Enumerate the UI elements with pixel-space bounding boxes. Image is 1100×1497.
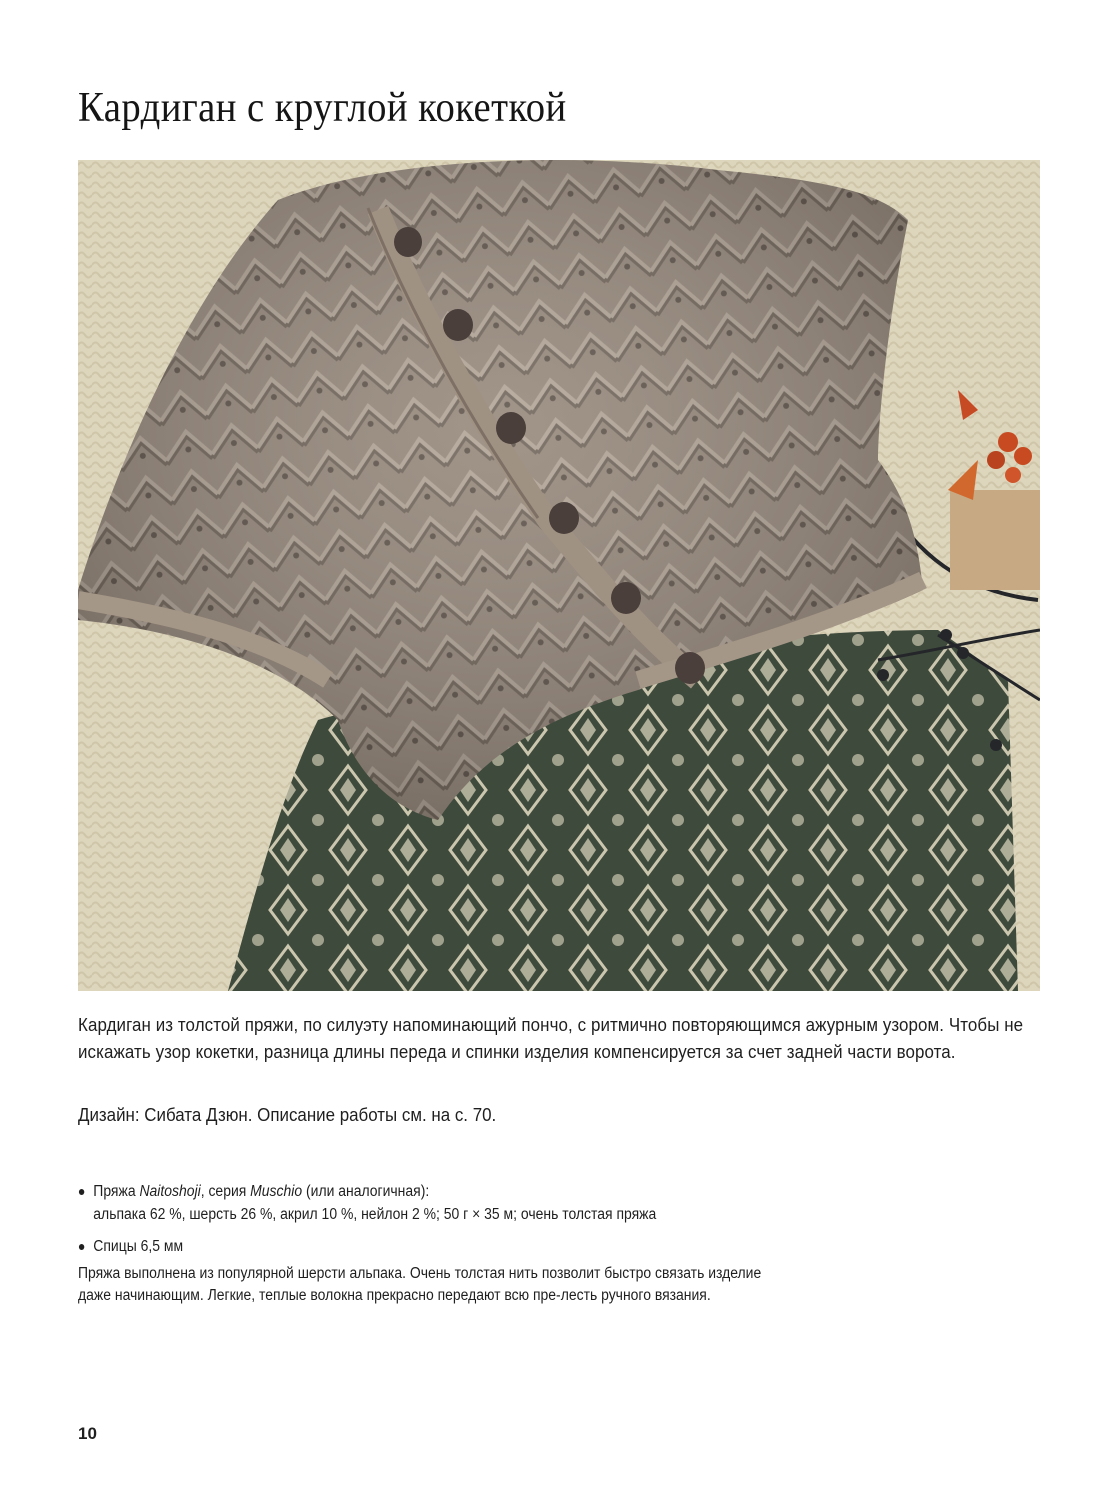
yarn-composition: альпака 62 %, шерсть 26 %, акрил 10 %, нейлон 2 %; 50 г × 35 м; очень толстая пряжа: [93, 1206, 657, 1223]
yarn-suffix: (или аналогичная):: [302, 1183, 430, 1200]
yarn-note: Пряжа выполнена из популярной шерсти альпака. Очень толстая нить позволит быстро связать изделие даже начинающим. Легкие, теплые волокна прекрасно передают всю пре-лесть ручного вязания.: [78, 1265, 762, 1304]
needles-spec: [78, 1235, 798, 1258]
needles-text: Спицы 6,5 мм: [93, 1238, 184, 1255]
page-title: Кардиган с круглой кокеткой: [78, 85, 567, 131]
yarn-series: Muschio: [250, 1183, 303, 1200]
materials-list: [78, 1180, 798, 1267]
design-credit: Дизайн: Сибата Дзюн. Описание работы см. на с. 70.: [78, 1105, 497, 1125]
yarn-label: Пряжа: [93, 1183, 140, 1200]
cardigan-illustration: [78, 160, 1040, 991]
yarn-series-label: , серия: [200, 1183, 251, 1200]
yarn-brand: Naitoshoji: [139, 1183, 201, 1200]
description-text: Кардиган из толстой пряжи, по силуэту напоминающий пончо, с ритмично повторяющимся ажурным узором. Чтобы не искажать узор кокетки, разница длины переда и спинки изделия компенсируется за счет задней части ворота.: [78, 1015, 1024, 1062]
yarn-spec: [78, 1180, 798, 1226]
page-number: 10: [78, 1424, 97, 1443]
cardigan-photo: [78, 160, 1040, 991]
